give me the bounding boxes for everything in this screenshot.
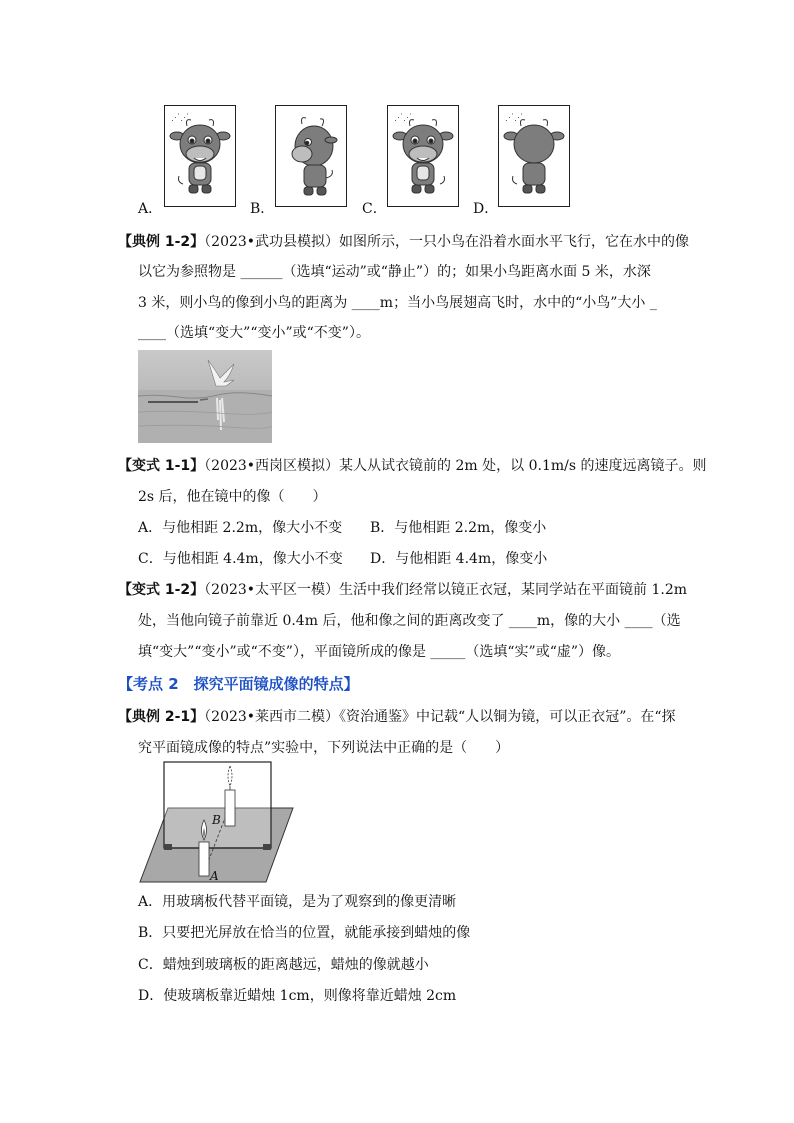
question-text: 3 米，则小鸟的像到小鸟的距离为 ____m；当小鸟展翅高飞时，水中的“小鸟”大小 _ (138, 295, 657, 311)
choice-c[interactable]: C．与他相距 4.4m，像大小不变 (138, 551, 343, 567)
label-a: A (210, 869, 219, 883)
question-text: （2023•武功县模拟）如图所示，一只小鸟在沿着水面水平飞行，它在水中的像 (204, 234, 690, 250)
cow-side-card-b (275, 105, 347, 207)
bird-over-water-photo (138, 350, 272, 443)
variant-tag: 【变式 1-1】 (118, 458, 205, 474)
question-text: 填“变大”“变小”或“不变”），平面镜所成的像是 _____（选填“实”或“虚”）像。 (138, 644, 621, 660)
cow-front-icon (165, 106, 235, 206)
question-text: （2023•西岗区模拟）某人从试衣镜前的 2m 处，以 0.1m/s 的速度远离镜子。则 (204, 458, 707, 474)
question-text: 究平面镜成像的特点”实验中，下列说法中正确的是（ ） (138, 740, 510, 756)
question-text: ____（选填“变大”“变小”或“不变”）。 (138, 325, 370, 341)
example-tag: 【典例 1-2】 (118, 234, 205, 250)
label-b: B (212, 813, 221, 827)
choice-b[interactable]: B．只要把光屏放在恰当的位置，就能承接到蜡烛的像 (138, 925, 471, 941)
question-text: 处，当他向镜子前靠近 0.4m 后，他和像之间的距离改变了 ____m，像的大小 ____（选 (138, 613, 681, 629)
example-tag: 【典例 2-1】 (118, 709, 205, 725)
cow-front-icon (388, 106, 458, 206)
section-heading: 【考点 2 探究平面镜成像的特点】 (118, 675, 359, 693)
choice-d[interactable]: D．与他相距 4.4m，像变小 (370, 551, 548, 567)
svg-text:⋰⋰: ⋰⋰ (394, 113, 412, 123)
svg-text:⋰⋰: ⋰⋰ (171, 113, 189, 123)
choice-a[interactable]: A．与他相距 2.2m，像大小不变 (138, 520, 343, 536)
choice-d[interactable]: D．使玻璃板靠近蜡烛 1cm，则像将靠近蜡烛 2cm (138, 988, 457, 1004)
mirror-experiment-figure (138, 760, 298, 886)
cow-front-card-c (387, 105, 459, 207)
cow-front-card-a (164, 105, 236, 207)
choice-c[interactable]: C．蜡烛到玻璃板的距离越远，蜡烛的像就越小 (138, 957, 429, 973)
bird-icon (138, 350, 272, 443)
option-a-label: A． (138, 201, 163, 217)
option-d-label: D． (473, 201, 499, 217)
candle-mirror-diagram-icon (138, 760, 298, 886)
cow-side-icon (276, 106, 346, 206)
question-text: 以它为参照物是 ______（选填“运动”或“静止”）的；如果小鸟距离水面 5 米，水深 (138, 264, 651, 280)
svg-text:⋰⋰: ⋰⋰ (505, 113, 523, 123)
question-text: （2023•太平区一模）生活中我们经常以镜正衣冠，某同学站在平面镜前 1.2m (204, 582, 688, 598)
choice-a[interactable]: A．用玻璃板代替平面镜，是为了观察到的像更清晰 (138, 894, 457, 910)
choice-b[interactable]: B．与他相距 2.2m，像变小 (370, 520, 547, 536)
question-text: （2023•莱西市二模）《资治通鉴》中记载“人以铜为镜，可以正衣冠”。在“探 (204, 709, 676, 725)
cow-back-card-d (498, 105, 570, 207)
option-b-label: B． (250, 201, 275, 217)
cow-back-icon (499, 106, 569, 206)
option-c-label: C． (362, 201, 387, 217)
variant-tag: 【变式 1-2】 (118, 582, 205, 598)
question-text: 2s 后，他在镜中的像（ ） (138, 489, 327, 505)
